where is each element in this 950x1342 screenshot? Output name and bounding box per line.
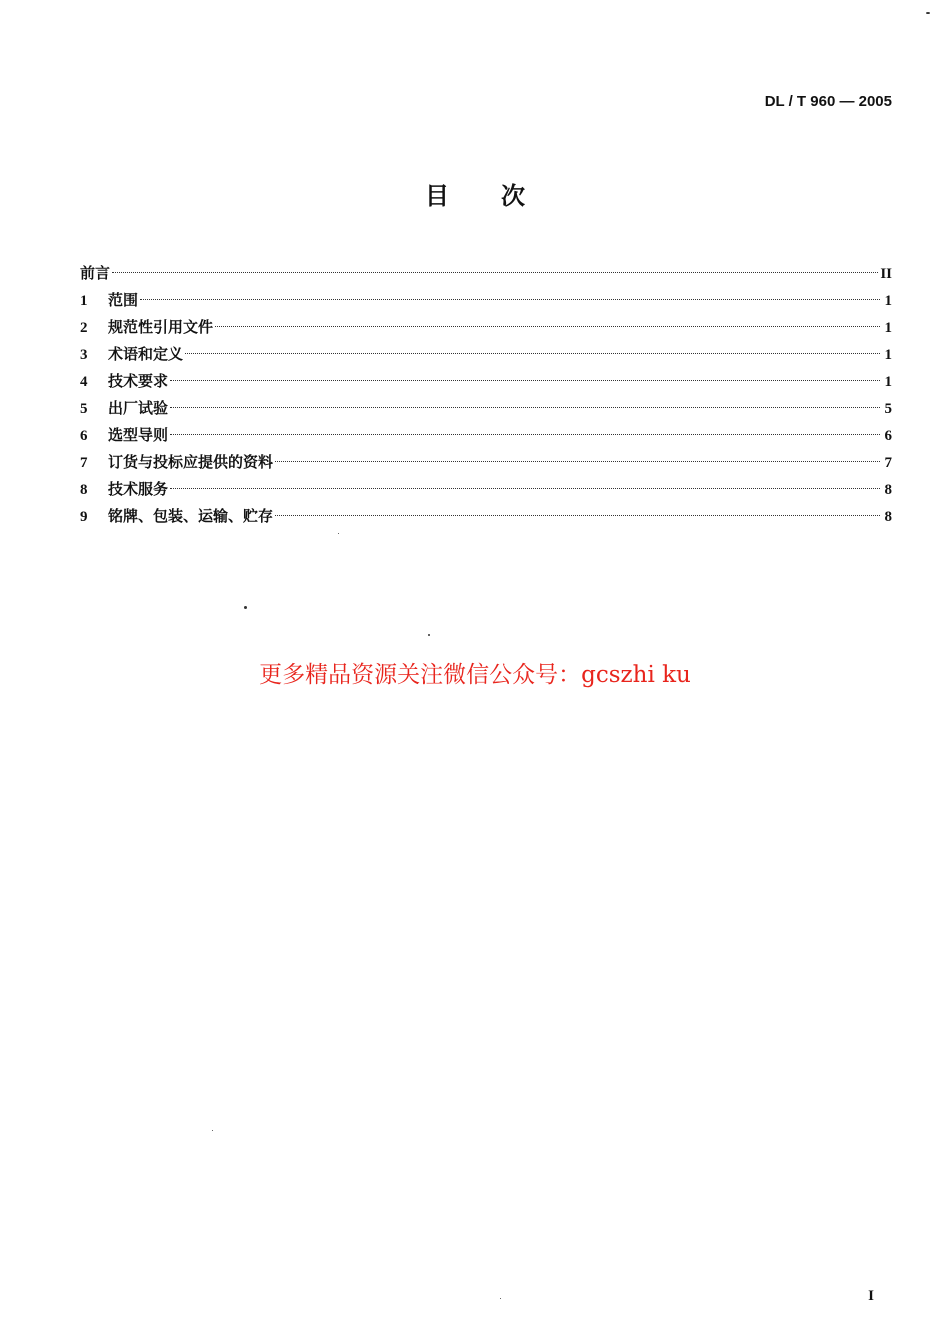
toc-entry-number: 6 (80, 428, 88, 444)
toc-entry-number: 7 (80, 455, 88, 471)
toc-entry-3[interactable] (80, 341, 892, 368)
toc-entry-5[interactable] (80, 395, 892, 422)
dot-leader (140, 299, 880, 300)
toc-entry-page: II (880, 266, 892, 282)
toc-entry-label: 前言 (80, 264, 111, 282)
dot-leader (170, 434, 880, 435)
promo-watermark-text: 更多精品资源关注微信公众号：gcszhi ku (259, 662, 691, 688)
toc-entry-page: 5 (884, 401, 892, 417)
toc-entry-1[interactable] (80, 287, 892, 314)
toc-entry-number: 2 (80, 320, 88, 336)
dot-leader (215, 326, 880, 327)
toc-entry-page: 1 (884, 320, 892, 336)
dot-leader (170, 407, 880, 408)
dot-leader (170, 380, 880, 381)
dot-leader (275, 461, 880, 462)
toc-entry-preface[interactable] (80, 260, 892, 287)
title-char-2: 次 (501, 182, 525, 210)
scan-speck (338, 533, 339, 534)
scan-speck (428, 634, 430, 636)
toc-entry-label: 订货与投标应提供的资料 (108, 453, 274, 471)
toc-entry-8[interactable] (80, 476, 892, 503)
standard-code: DL / T 960 — 2005 (764, 93, 892, 110)
toc-entry-label: 技术要求 (108, 372, 169, 390)
dot-leader (275, 515, 880, 516)
toc-entry-number: 4 (80, 374, 88, 390)
toc-entry-page: 1 (884, 374, 892, 390)
scan-speck (212, 1130, 213, 1131)
title-char-1: 目 (425, 182, 449, 210)
toc-entry-number: 9 (80, 509, 88, 525)
toc-entry-page: 8 (884, 482, 892, 498)
toc-entry-label: 出厂试验 (108, 399, 169, 417)
page-title (0, 176, 950, 211)
toc-entry-label: 技术服务 (108, 480, 169, 498)
scan-speck (244, 606, 247, 609)
toc-entry-number: 3 (80, 347, 88, 363)
dot-leader (170, 488, 880, 489)
toc-entry-page: 1 (884, 293, 892, 309)
dot-leader (112, 272, 878, 273)
toc-entry-label: 范围 (108, 291, 139, 309)
toc-entry-number: 5 (80, 401, 88, 417)
dot-leader (185, 353, 880, 354)
table-of-contents (80, 260, 892, 530)
toc-entry-page: 8 (884, 509, 892, 525)
toc-entry-label: 术语和定义 (108, 345, 184, 363)
scan-speck (500, 1298, 501, 1299)
toc-entry-4[interactable] (80, 368, 892, 395)
toc-entry-label: 选型导则 (108, 426, 169, 444)
toc-entry-page: 6 (884, 428, 892, 444)
toc-entry-6[interactable] (80, 422, 892, 449)
scan-speck (926, 12, 930, 14)
toc-entry-number: 1 (80, 293, 88, 309)
page-number: I (868, 1288, 874, 1304)
toc-entry-2[interactable] (80, 314, 892, 341)
toc-entry-label: 铭牌、包装、运输、贮存 (108, 507, 274, 525)
toc-entry-label: 规范性引用文件 (108, 318, 214, 336)
toc-entry-number: 8 (80, 482, 88, 498)
toc-entry-page: 7 (884, 455, 892, 471)
toc-entry-page: 1 (884, 347, 892, 363)
toc-entry-7[interactable] (80, 449, 892, 476)
toc-entry-9[interactable] (80, 503, 892, 530)
